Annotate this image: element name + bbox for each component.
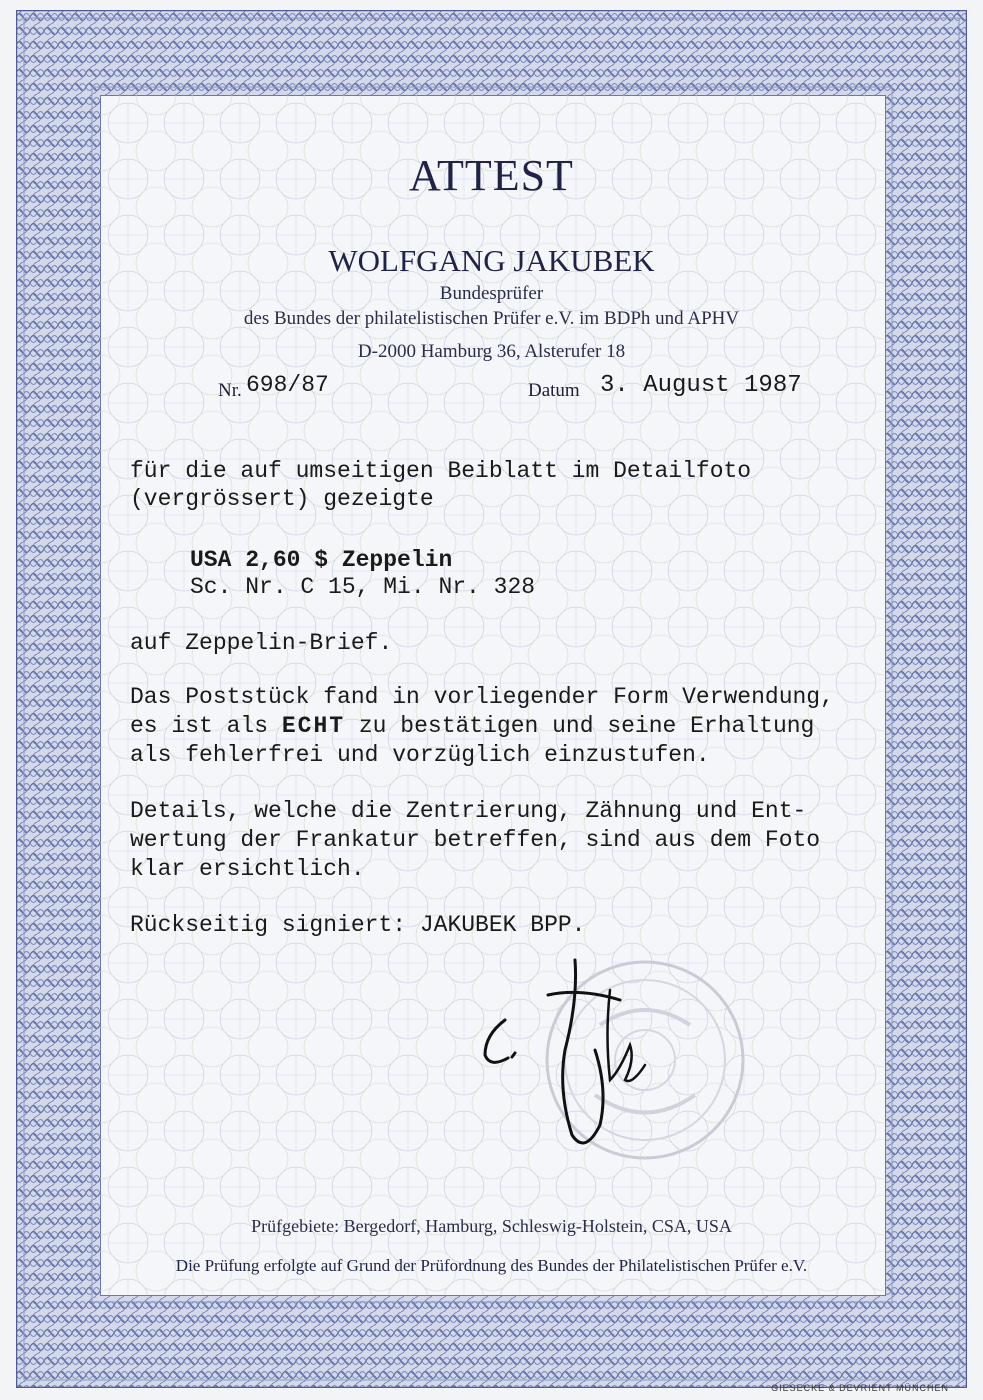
para2-line-1: Details, welche die Zentrierung, Zähnung und Ent- <box>130 798 807 824</box>
certificate-number: 698/87 <box>246 372 329 398</box>
printer-imprint: GIESECKE & DEVRIENT MÜNCHEN <box>771 1383 949 1393</box>
intro-line-1: für die auf umseitigen Beiblatt im Detailfoto <box>130 458 752 484</box>
examination-basis: Die Prüfung erfolgte auf Grund der Prüfordnung des Bundes der Philatelistischen Prüfer e.V. <box>175 1256 808 1275</box>
examiner-name: WOLFGANG JAKUBEK <box>328 243 655 278</box>
certificate-title: ATTEST <box>409 151 574 200</box>
echt-word: ECHT <box>281 713 346 739</box>
item-numbers: Sc. Nr. C 15, Mi. Nr. 328 <box>190 574 536 600</box>
para1-line-2-a: es ist als <box>130 713 269 739</box>
examiner-role: Bundesprüfer <box>439 283 544 304</box>
signature-icon <box>460 940 660 1170</box>
address: D-2000 Hamburg 36, Alsterufer 18 <box>357 341 626 362</box>
para1-line-2-b: zu bestätigen und seine Erhaltung <box>358 713 815 739</box>
para2-line-2: wertung der Frankatur betreffen, sind aus dem Foto <box>130 827 821 853</box>
organization: des Bundes der philatelistischen Prüfer e.V. im BDPh und APHV <box>243 308 740 329</box>
certificate-date: 3. August 1987 <box>600 372 802 399</box>
para1-line-1: Das Poststück fand in vorliegender Form Verwendung, <box>130 684 834 710</box>
date-label: Datum <box>528 380 580 401</box>
number-label: Nr. <box>218 380 242 401</box>
intro-line-2: (vergrössert) gezeigte <box>130 486 434 512</box>
para2-line-3: klar ersichtlich. <box>130 856 365 882</box>
examination-areas: Prüfgebiete: Bergedorf, Hamburg, Schleswig-Holstein, CSA, USA <box>251 1216 732 1236</box>
mount-line: auf Zeppelin-Brief. <box>130 630 393 656</box>
para1-line-3: als fehlerfrei und vorzüglich einzustufen. <box>130 742 710 768</box>
item-title: USA 2,60 $ Zeppelin <box>190 547 453 573</box>
signed-line: Rückseitig signiert: JAKUBEK BPP. <box>130 912 586 938</box>
para1-line-2 <box>130 713 814 739</box>
